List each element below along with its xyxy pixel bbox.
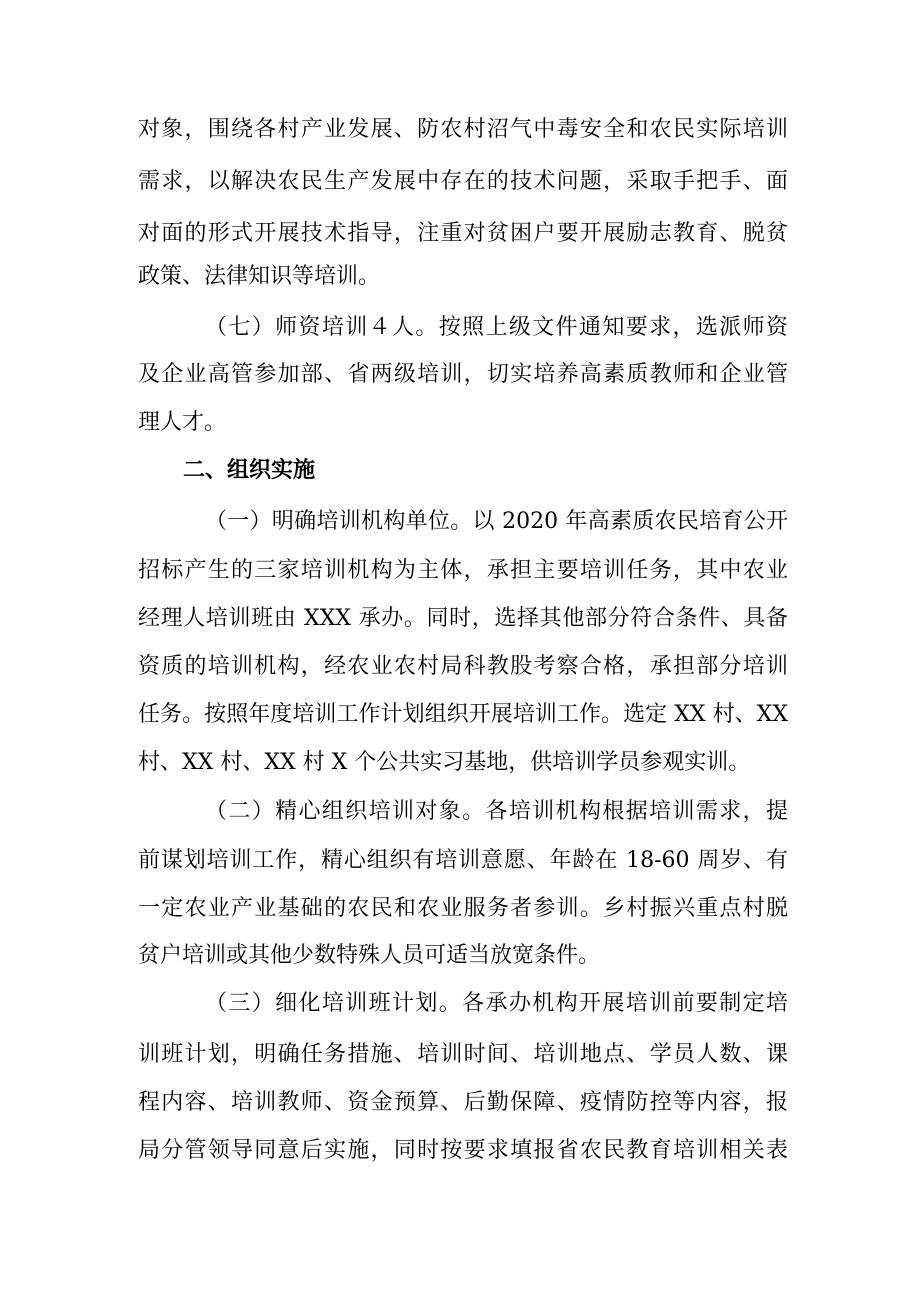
text-line: （三）细化培训班计划。各承办机构开展培训前要制定培 [205,991,788,1016]
text-line: 理人才。 [138,410,227,435]
text-line: 需求，以解决农民生产发展中存在的技术问题，采取手把手、面 [138,169,788,194]
text-line: （一）明确培训机构单位。以 2020 年高素质农民培育公开 [205,509,788,534]
text-line: 村、XX 村、XX 村 X 个公共实习基地，供培训学员参观实训。 [138,750,751,775]
text-line: 招标产生的三家培训机构为主体，承担主要培训任务，其中农业 [138,558,788,583]
text-line: 对面的形式开展技术指导，注重对贫困户要开展励志教育、脱贫 [138,221,788,246]
text-line: （二）精心组织培训对象。各培训机构根据培训需求，提 [205,799,788,824]
section-heading: 二、组织实施 [183,458,316,483]
text-line: 一定农业产业基础的农民和农业服务者参训。乡村振兴重点村脱 [138,896,788,921]
text-line: 及企业高管参加部、省两级培训，切实培养高素质教师和企业管 [138,362,788,387]
text-line: 任务。按照年度培训工作计划组织开展培训工作。选定 XX 村、XX [138,702,788,727]
text-line: 贫户培训或其他少数特殊人员可适当放宽条件。 [138,943,601,968]
text-line: 资质的培训机构，经农业农村局科教股考察合格，承担部分培训 [138,654,788,679]
text-line: 局分管领导同意后实施，同时按要求填报省农民教育培训相关表 [138,1138,788,1163]
text-line: 经理人培训班由 XXX 承办。同时，选择其他部分符合条件、具备 [138,606,788,631]
text-line: 政策、法律知识等培训。 [138,264,381,289]
text-line: （七）师资培训４人。按照上级文件通知要求，选派师资 [205,315,788,340]
text-line: 训班计划，明确任务措施、培训时间、培训地点、学员人数、课 [138,1042,788,1067]
text-line: 前谋划培训工作，精心组织有培训意愿、年龄在 18-60 周岁、有 [138,848,788,873]
text-line: 对象，围绕各村产业发展、防农村沼气中毒安全和农民实际培训 [138,117,788,142]
text-line: 程内容、培训教师、资金预算、后勤保障、疫情防控等内容，报 [138,1090,788,1115]
